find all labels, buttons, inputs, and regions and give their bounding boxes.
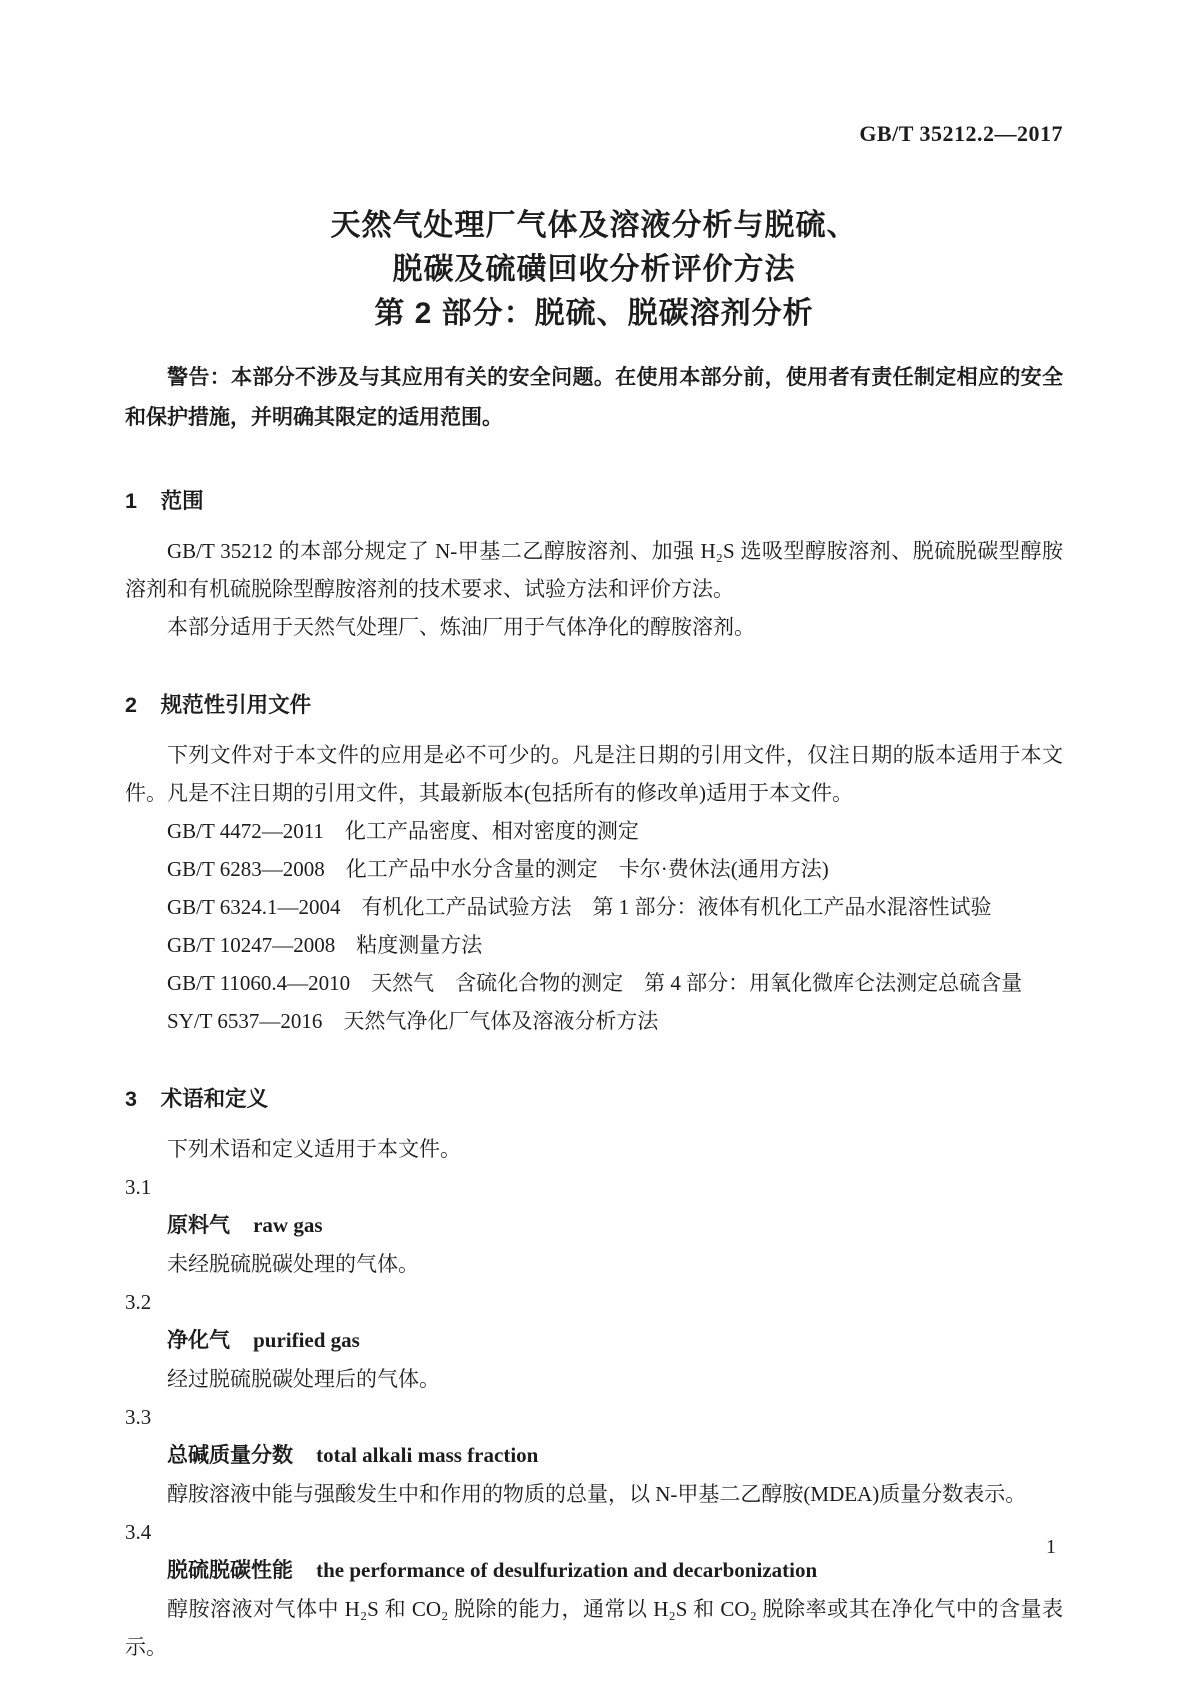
term-number: 3.4	[125, 1520, 152, 1544]
title-line-1: 天然气处理厂气体及溶液分析与脱硫、	[330, 209, 858, 242]
scope-paragraph-1: GB/T 35212 的本部分规定了 N-甲基二乙醇胺溶剂、加强 H₂S 选吸型醇胺溶剂、脱硫脱碳型醇胺溶剂和有机硫脱除型醇胺溶剂的技术要求、试验方法和评价方法。	[125, 539, 1063, 601]
reference-item: GB/T 4472—2011 化工产品密度、相对密度的测定	[167, 819, 639, 843]
reference-item: GB/T 6324.1—2004 有机化工产品试验方法 第 1 部分：液体有机化工产品水混溶性试验	[167, 895, 992, 919]
term-entry-3-4	[125, 1513, 1063, 1666]
title-line-2: 脱碳及硫磺回收分析评价方法	[392, 253, 796, 286]
term-name-en: purified gas	[253, 1328, 360, 1352]
references-list	[125, 812, 1063, 1040]
term-entry-3-1	[125, 1168, 1063, 1283]
term-name	[125, 1321, 1063, 1360]
term-name	[125, 1206, 1063, 1245]
term-definition: 经过脱硫脱碳处理后的气体。	[167, 1367, 440, 1391]
reference-item: GB/T 6283—2008 化工产品中水分含量的测定 卡尔·费休法(通用方法)	[167, 857, 829, 881]
term-name-zh: 脱硫脱碳性能	[167, 1559, 293, 1582]
section-scope-number: 1	[125, 489, 137, 513]
term-name-en: raw gas	[253, 1213, 323, 1237]
term-number: 3.1	[125, 1175, 152, 1199]
section-terms-heading	[125, 1086, 1063, 1112]
section-references-title: 规范性引用文件	[160, 693, 312, 717]
section-scope-heading	[125, 488, 1063, 514]
term-name-zh: 净化气	[167, 1329, 230, 1352]
term-name	[125, 1436, 1063, 1475]
term-name-zh: 总碱质量分数	[167, 1444, 293, 1467]
section-references-number: 2	[125, 693, 137, 717]
term-entry-3-2	[125, 1283, 1063, 1398]
warning-paragraph	[125, 358, 1063, 438]
title-line-3: 第 2 部分：脱硫、脱碳溶剂分析	[374, 297, 814, 330]
terms-intro: 下列术语和定义适用于本文件。	[167, 1137, 461, 1161]
warning-lead: 警告：	[167, 366, 232, 389]
term-definition: 醇胺溶液中能与强酸发生中和作用的物质的总量，以 N-甲基二乙醇胺(MDEA)质量分数表示。	[167, 1482, 1027, 1506]
reference-item: GB/T 11060.4—2010 天然气 含硫化合物的测定 第 4 部分：用氧化微库仑法测定总硫含量	[167, 971, 1023, 995]
section-terms-title: 术语和定义	[160, 1087, 269, 1111]
term-number: 3.2	[125, 1290, 152, 1314]
standard-code: GB/T 35212.2—2017	[859, 121, 1063, 146]
term-name-zh: 原料气	[167, 1214, 230, 1237]
scope-paragraph-2: 本部分适用于天然气处理厂、炼油厂用于气体净化的醇胺溶剂。	[167, 615, 755, 639]
term-definition: 醇胺溶液对气体中 H₂S 和 CO₂ 脱除的能力，通常以 H₂S 和 CO₂ 脱除率或其在净化气中的含量表示。	[125, 1597, 1063, 1659]
reference-item: SY/T 6537—2016 天然气净化厂气体及溶液分析方法	[167, 1009, 659, 1033]
term-entry-3-3	[125, 1398, 1063, 1513]
page-number: 1	[1046, 1536, 1056, 1558]
term-name-en: total alkali mass fraction	[316, 1443, 539, 1467]
reference-item: GB/T 10247—2008 粘度测量方法	[167, 933, 483, 957]
term-name-en: the performance of desulfurization and decarbonization	[316, 1558, 818, 1582]
document-title	[125, 204, 1063, 336]
page-header	[125, 122, 1063, 146]
references-intro: 下列文件对于本文件的应用是必不可少的。凡是注日期的引用文件，仅注日期的版本适用于本文件。凡是不注日期的引用文件，其最新版本(包括所有的修改单)适用于本文件。	[125, 743, 1063, 805]
term-definition: 未经脱硫脱碳处理的气体。	[167, 1252, 419, 1276]
section-references-heading	[125, 692, 1063, 718]
section-scope-title: 范围	[160, 489, 204, 513]
section-terms-number: 3	[125, 1087, 137, 1111]
warning-text: 本部分不涉及与其应用有关的安全问题。在使用本部分前，使用者有责任制定相应的安全和保护措施，并明确其限定的适用范围。	[125, 366, 1064, 429]
term-number: 3.3	[125, 1405, 152, 1429]
term-name	[125, 1551, 1063, 1590]
